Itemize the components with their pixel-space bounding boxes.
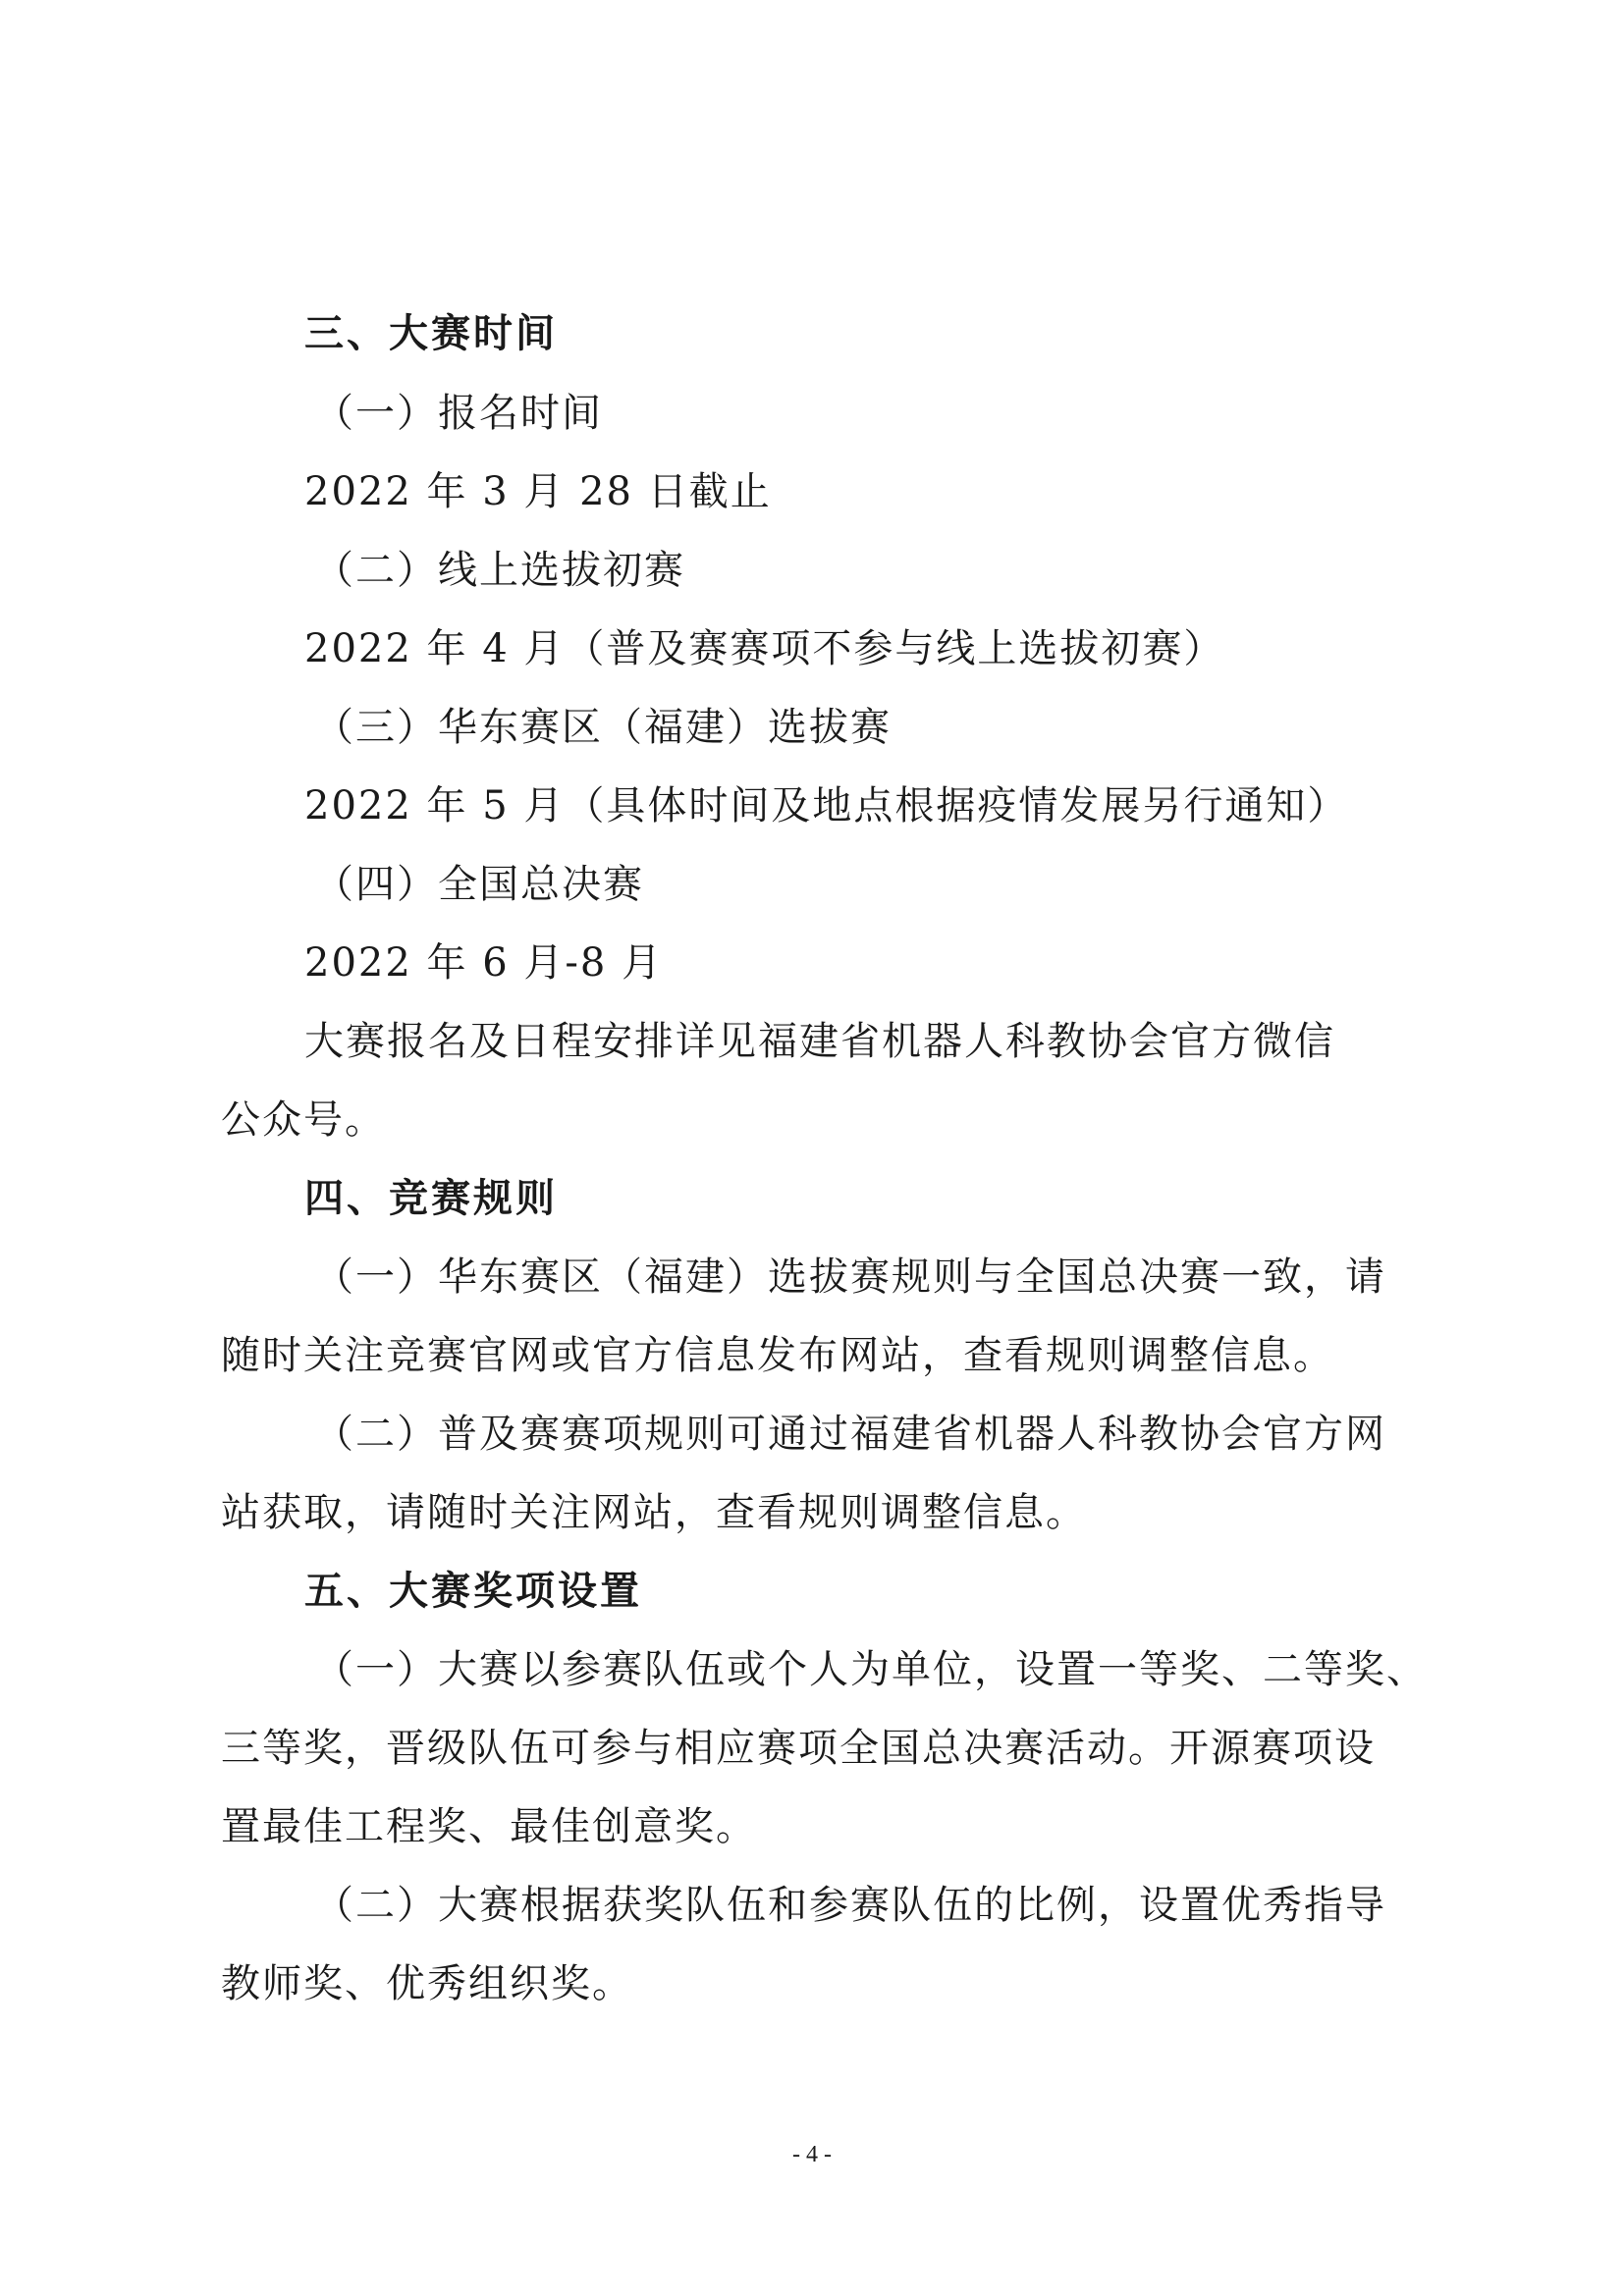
section-5-p1-line-1: （一）大赛以参赛队伍或个人为单位，设置一等奖、二等奖、 (314, 1647, 1428, 1692)
page-number: - 4 - (792, 2142, 832, 2167)
section-4-p2-line-1: （二）普及赛赛项规则可通过福建省机器人科教协会官方网 (314, 1412, 1386, 1457)
section-3-sub4-title: （四）全国总决赛 (314, 862, 644, 907)
section-3-sub3-body: 2022 年 5 月（具体时间及地点根据疫情发展另行通知） (304, 783, 1349, 828)
section-4-heading: 四、竞赛规则 (304, 1176, 558, 1221)
section-3-sub1-title: （一）报名时间 (314, 391, 603, 436)
section-3-note-line-1: 大赛报名及日程安排详见福建省机器人科教协会官方微信 (304, 1019, 1335, 1064)
section-5-p2-line-2: 教师奖、优秀组织奖。 (221, 1961, 633, 2006)
section-3-sub4-body: 2022 年 6 月-8 月 (304, 940, 664, 986)
section-3-sub1-body: 2022 年 3 月 28 日截止 (304, 469, 772, 514)
section-5-p1-line-2: 三等奖，晋级队伍可参与相应赛项全国总决赛活动。开源赛项设 (221, 1726, 1376, 1771)
section-3-heading: 三、大赛时间 (304, 311, 558, 356)
section-3-sub2-body: 2022 年 4 月（普及赛赛项不参与线上选拔初赛） (304, 626, 1225, 671)
section-4-p1-line-1: （一）华东赛区（福建）选拔赛规则与全国总决赛一致，请 (314, 1255, 1386, 1300)
section-3-sub2-title: （二）线上选拔初赛 (314, 548, 685, 593)
section-3-sub3-title: （三）华东赛区（福建）选拔赛 (314, 705, 892, 750)
section-4-p2-line-2: 站获取，请随时关注网站，查看规则调整信息。 (221, 1490, 1087, 1535)
section-5-heading: 五、大赛奖项设置 (304, 1569, 642, 1614)
section-3-note-line-2: 公众号。 (221, 1097, 386, 1143)
section-4-p1-line-2: 随时关注竞赛官网或官方信息发布网站，查看规则调整信息。 (221, 1333, 1334, 1378)
section-5-p2-line-1: （二）大赛根据获奖队伍和参赛队伍的比例，设置优秀指导 (314, 1883, 1386, 1928)
section-5-p1-line-3: 置最佳工程奖、最佳创意奖。 (221, 1804, 757, 1849)
